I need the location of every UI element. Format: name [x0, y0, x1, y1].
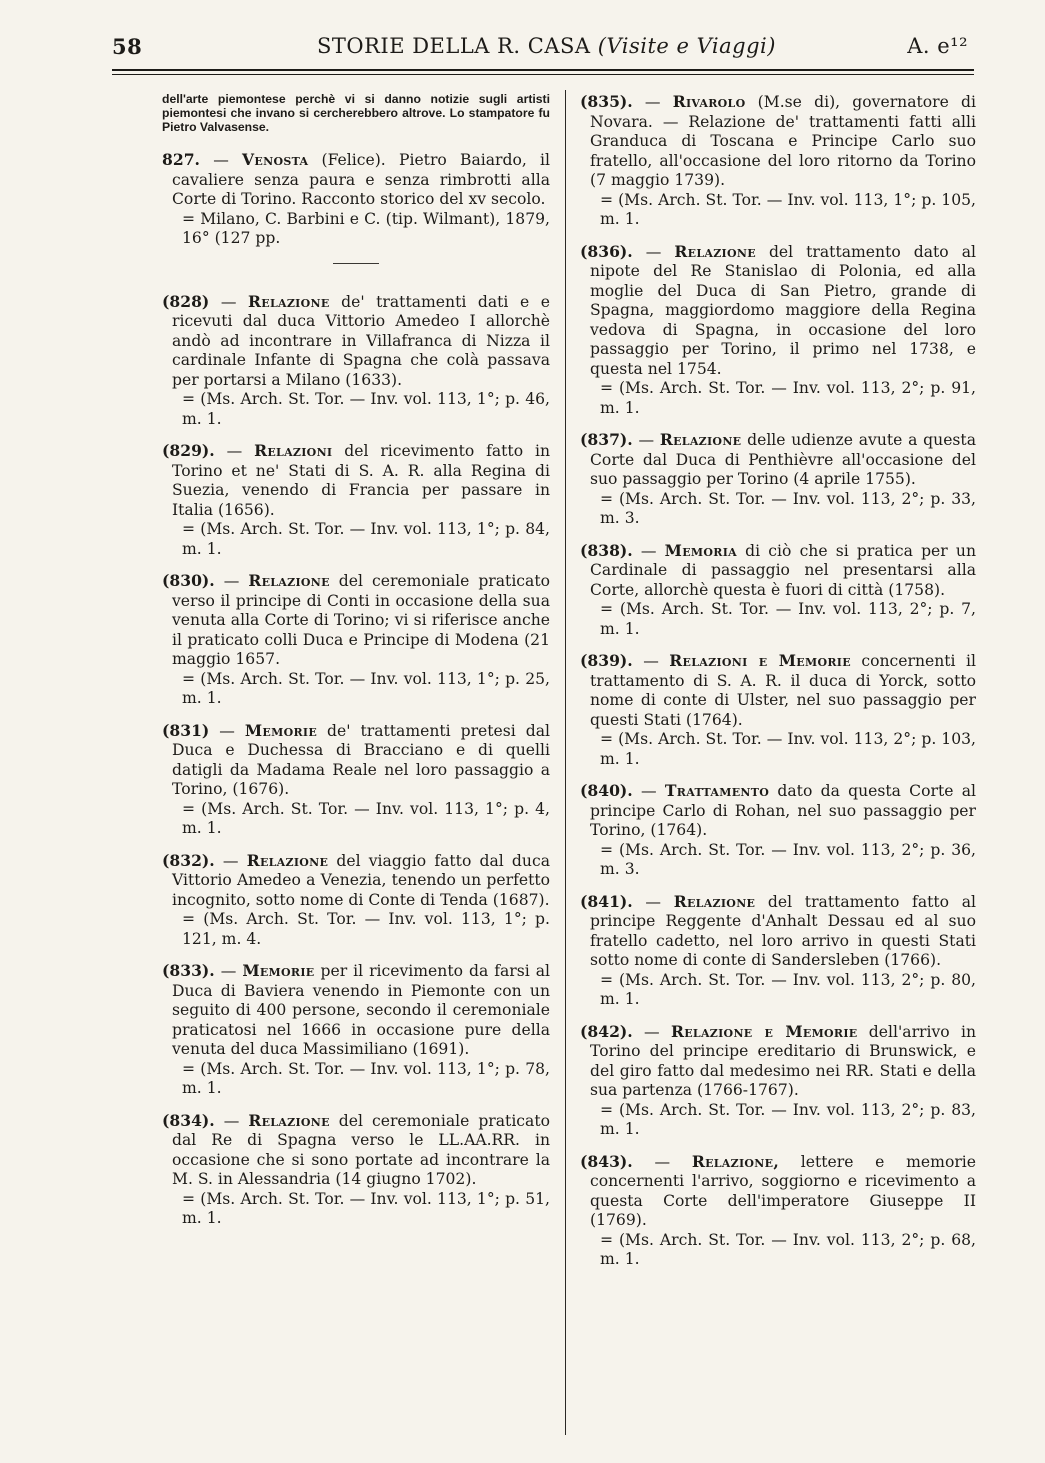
catalog-entry: (843). — Relazione, lettere e memorie concernenti l'arrivo, soggiorno e ricevimento a questa Corte dell'imperatore Giuseppe II (1769). = (Ms. Arch. St. Tor. — Inv. vol. 113, 2°; p. 68, m. 1.	[580, 1151, 976, 1268]
entry-text: del ricevimento fatto in Torino et ne' Stati di S. A. R. alla Regina di Suezia, venendo di Francia per passare in Italia (1656).	[172, 442, 550, 519]
entry-text: del ceremoniale praticato dal Re di Spagna verso le LL.AA.RR. in occasione che si sono portate ad incontrare la M. S. in Alessandria (14 giugno 1702).	[172, 1111, 550, 1188]
entry-text: delle udienze avute a questa Corte dal Duca di Penthièvre all'occasione del suo passaggio per Torino (4 aprile 1755).	[590, 431, 976, 488]
catalog-entry: (832). — Relazione del viaggio fatto dal duca Vittorio Amedeo a Venezia, tenendo un perfetto incognito, sotto nome di Conte di Tenda (1687). = (Ms. Arch. St. Tor. — Inv. vol. 113, 1°; p. 121, m. 4.	[162, 850, 550, 948]
entry-source: = (Ms. Arch. St. Tor. — Inv. vol. 113, 1°; p. 46, m. 1.	[182, 390, 550, 428]
entry-keyword: Memoria	[664, 540, 737, 560]
entry-source: = (Ms. Arch. St. Tor. — Inv. vol. 113, 2°; p. 7, m. 1.	[600, 600, 976, 638]
entry-keyword: Relazione	[246, 850, 329, 870]
entry-source: = (Ms. Arch. St. Tor. — Inv. vol. 113, 2°; p. 103, m. 1.	[600, 730, 976, 768]
entry-keyword: Trattamento	[664, 781, 770, 800]
entry-source: = (Ms. Arch. St. Tor. — Inv. vol. 113, 2°; p. 33, m. 3.	[600, 489, 976, 527]
page-number: 58	[112, 34, 143, 59]
entry-text: (M.se di), governatore di Novara. — Relazione de' trattamenti fatti alli Granduca di Toscana e Principe Carlo suo fratello, all'occasione del loro ritorno da Torino (7 maggio 1739).	[590, 93, 976, 189]
entry-number: (842).	[580, 1021, 633, 1041]
entry-number: (835).	[580, 92, 633, 111]
entry-keyword: Venosta	[242, 150, 309, 169]
running-header	[112, 30, 980, 64]
entry-keyword: Relazione,	[691, 1151, 780, 1171]
entry-keyword: Relazione e Memorie	[670, 1021, 858, 1041]
entry-text: dell'arrivo in Torino del principe ereditario di Brunswick, e del giro fatto dal medesimo nei RR. Stati e della sua partenza (1766-1767).	[590, 1022, 977, 1099]
entry-keyword: Relazione	[674, 241, 756, 261]
entry-source: = (Ms. Arch. St. Tor. — Inv. vol. 113, 1°; p. 84, m. 1.	[182, 520, 550, 558]
entry-number: (839).	[580, 651, 633, 670]
header-rule	[112, 69, 974, 71]
entry-keyword: Relazione	[248, 1110, 330, 1130]
entry-text: de' trattamenti dati e e ricevuti dal duca Vittorio Amedeo I allorchè andò ad incontrare in Villafranca di Nizza il cardinale Infante di Spagna che colà passava per portarsi a Milano (1633).	[172, 292, 550, 389]
entry-source: = (Ms. Arch. St. Tor. — Inv. vol. 113, 2°; p. 36, m. 3.	[600, 840, 976, 878]
section-separator	[333, 263, 379, 264]
catalog-entry: (840). — Trattamento dato da questa Corte al principe Carlo di Rohan, nel suo passaggio per Torino, (1764). = (Ms. Arch. St. Tor. — Inv. vol. 113, 2°; p. 36, m. 3.	[580, 781, 976, 878]
entry-number: (841).	[580, 891, 633, 911]
entry-source: = (Ms. Arch. St. Tor. — Inv. vol. 113, 2°; p. 91, m. 1.	[600, 379, 976, 417]
entry-source: = (Ms. Arch. St. Tor. — Inv. vol. 113, 1°; p. 4, m. 1.	[182, 799, 550, 837]
entry-number: (832).	[162, 850, 215, 870]
running-title-main: STORIE DELLA R. CASA	[317, 34, 591, 58]
entry-source: = (Ms. Arch. St. Tor. — Inv. vol. 113, 2°; p. 68, m. 1.	[600, 1230, 976, 1268]
catalog-entry: (830). — Relazione del ceremoniale praticato verso il principe di Conti in occasione della sua venuta alla Corte di Torino; vi si riferisce anche il praticato colli Duca e Principe di Modena (21 maggio 1657. = (Ms. Arch. St. Tor. — Inv. vol. 113, 1°; p. 25, m. 1.	[162, 571, 550, 707]
entry-text: dato da questa Corte al principe Carlo di Rohan, nel suo passaggio per Torino, (1764).	[590, 782, 976, 839]
running-title	[317, 34, 776, 58]
catalog-entry: (831) — Memorie de' trattamenti pretesi dal Duca e Duchessa di Bracciano e di quelli datigli da Madama Reale nel loro passaggio a Torino, (1676). = (Ms. Arch. St. Tor. — Inv. vol. 113, 1°; p. 4, m. 1.	[162, 720, 550, 837]
right-column	[580, 92, 976, 1282]
entry-keyword: Relazione	[248, 571, 330, 590]
catalog-entry: 827. — Venosta (Felice). Pietro Baiardo, il cavaliere senza paura e senza rimbrotti alla Corte di Torino. Racconto storico del xv secolo. = Milano, C. Barbini e C. (tip. Wilmant), 1879, 16° (127 pp.	[162, 150, 550, 247]
entry-text: lettere e memorie concernenti l'arrivo, soggiorno e ricevimento a questa Corte dell'imperatore Giuseppe II (1769).	[590, 1152, 976, 1229]
entry-number: (833).	[162, 961, 215, 980]
entry-source: = (Ms. Arch. St. Tor. — Inv. vol. 113, 1°; p. 78, m. 1.	[182, 1059, 550, 1097]
entry-number: (830).	[162, 571, 215, 590]
entry-text: de' trattamenti pretesi dal Duca e Duchessa di Bracciano e di quelli datigli da Madama Reale nel loro passaggio a Torino, (1676).	[172, 721, 550, 798]
entry-number: (843).	[580, 1151, 633, 1171]
catalog-entry: (837). — Relazione delle udienze avute a questa Corte dal Duca di Penthièvre all'occasione del suo passaggio per Torino (4 aprile 1755). = (Ms. Arch. St. Tor. — Inv. vol. 113, 2°; p. 33, m. 3.	[580, 430, 976, 527]
entry-source: = (Ms. Arch. St. Tor. — Inv. vol. 113, 2°; p. 83, m. 1.	[600, 1100, 976, 1138]
entry-source: = (Ms. Arch. St. Tor. — Inv. vol. 113, 1°; p. 105, m. 1.	[600, 190, 976, 228]
entry-text: per il ricevimento da farsi al Duca di Baviera venendo in Piemonte con un seguito di 400 persone, secondo il ceremoniale praticatosi nel 1666 in occasione pure della venuta del duca Massimiliano (1691).	[172, 962, 550, 1058]
entry-keyword: Relazioni	[254, 441, 333, 460]
entry-source: = (Ms. Arch. St. Tor. — Inv. vol. 113, 2°; p. 80, m. 1.	[600, 970, 976, 1008]
entry-source: = (Ms. Arch. St. Tor. — Inv. vol. 113, 1°; p. 121, m. 4.	[182, 910, 550, 948]
entry-source: = (Ms. Arch. St. Tor. — Inv. vol. 113, 1°; p. 51, m. 1.	[182, 1189, 550, 1227]
entry-number: (834).	[162, 1110, 215, 1130]
entry-keyword: Memorie	[242, 961, 315, 980]
intro-note: dell'arte piemontese perchè vi si danno notizie sugli artisti piemontesi che invano si cercherebbero altrove. Lo stampatore fu Pietro Valvasense.	[162, 92, 550, 134]
catalog-entry: (829). — Relazioni del ricevimento fatto in Torino et ne' Stati di S. A. R. alla Regina di Suezia, venendo di Francia per passare in Italia (1656). = (Ms. Arch. St. Tor. — Inv. vol. 113, 1°; p. 84, m. 1.	[162, 441, 550, 558]
catalog-entry: (842). — Relazione e Memorie dell'arrivo in Torino del principe ereditario di Brunswick, e del giro fatto dal medesimo nei RR. Stati e della sua partenza (1766-1767). = (Ms. Arch. St. Tor. — Inv. vol. 113, 2°; p. 83, m. 1.	[580, 1021, 977, 1138]
entry-text: di ciò che si pratica per un Cardinale di passaggio nel presentarsi alla Corte, allorchè questa è fuori di città (1758).	[590, 541, 976, 599]
entry-text: del viaggio fatto dal duca Vittorio Amedeo a Venezia, tenendo un perfetto incognito, sotto nome di Conte di Tenda (1687).	[172, 851, 550, 909]
entry-number: (836).	[580, 241, 633, 261]
entry-number: (831)	[162, 720, 210, 740]
entry-text: del ceremoniale praticato verso il principe di Conti in occasione della sua venuta alla Corte di Torino; vi si riferisce anche il praticato colli Duca e Principe di Modena (21 maggio 1657.	[172, 572, 550, 668]
running-title-sub: (Visite e Viaggi)	[597, 34, 776, 58]
entry-keyword: Memorie	[244, 720, 318, 740]
catalog-entry: (836). — Relazione del trattamento dato al nipote del Re Stanislao di Polonia, ed alla moglie del Duca di San Pietro, grande di Spagna, maggiordomo maggiore della Regina vedova di Spagna, in occasione del loro passaggio per Torino, il primo nel 1738, e questa nel 1754. = (Ms. Arch. St. Tor. — Inv. vol. 113, 2°; p. 91, m. 1.	[580, 241, 976, 417]
column-divider	[565, 90, 566, 1435]
entry-keyword: Relazioni e Memorie	[669, 651, 851, 670]
catalog-entry: (828) — Relazione de' trattamenti dati e e ricevuti dal duca Vittorio Amedeo I allorchè andò ad incontrare in Villafranca di Nizza il cardinale Infante di Spagna che colà passava per portarsi a Milano (1633). = (Ms. Arch. St. Tor. — Inv. vol. 113, 1°; p. 46, m. 1.	[162, 291, 550, 428]
entry-number: (828)	[162, 291, 210, 311]
entry-keyword: Rivarolo	[672, 92, 746, 111]
entry-source: = (Ms. Arch. St. Tor. — Inv. vol. 113, 1°; p. 25, m. 1.	[182, 669, 550, 707]
entry-text: del trattamento fatto al principe Reggente d'Anhalt Dessau ed al suo fratello cadetto, nel loro arrivo in questi Stati sotto nome di conte di Sandersleben (1766).	[590, 892, 976, 969]
entry-number: (837).	[580, 430, 633, 449]
catalog-entry: (838). — Memoria di ciò che si pratica per un Cardinale di passaggio nel presentarsi alla Corte, allorchè questa è fuori di città (1758). = (Ms. Arch. St. Tor. — Inv. vol. 113, 2°; p. 7, m. 1.	[580, 540, 976, 638]
entry-number: (829).	[162, 441, 215, 460]
entry-text: del trattamento dato al nipote del Re Stanislao di Polonia, ed alla moglie del Duca di San Pietro, grande di Spagna, maggiordomo maggiore della Regina vedova di Spagna, in occasione del loro passaggio per Torino, il primo nel 1738, e questa nel 1754.	[590, 242, 976, 378]
catalog-entry: (841). — Relazione del trattamento fatto al principe Reggente d'Anhalt Dessau ed al suo fratello cadetto, nel loro arrivo in questi Stati sotto nome di conte di Sandersleben (1766). = (Ms. Arch. St. Tor. — Inv. vol. 113, 2°; p. 80, m. 1.	[580, 891, 976, 1008]
catalog-entry: (833). — Memorie per il ricevimento da farsi al Duca di Baviera venendo in Piemonte con un seguito di 400 persone, secondo il ceremoniale praticatosi nel 1666 in occasione pure della venuta del duca Massimiliano (1691). = (Ms. Arch. St. Tor. — Inv. vol. 113, 1°; p. 78, m. 1.	[162, 961, 550, 1097]
catalog-entry: (839). — Relazioni e Memorie concernenti il trattamento di S. A. R. il duca di Yorck, sotto nome di conte di Ulster, nel suo passaggio per questi Stati (1764). = (Ms. Arch. St. Tor. — Inv. vol. 113, 2°; p. 103, m. 1.	[580, 651, 976, 768]
header-rule-thin	[112, 74, 974, 75]
volume-mark: A. e¹²	[907, 34, 968, 58]
left-column	[162, 92, 550, 1241]
catalog-entry: (834). — Relazione del ceremoniale praticato dal Re di Spagna verso le LL.AA.RR. in occasione che si sono portate ad incontrare la M. S. in Alessandria (14 giugno 1702). = (Ms. Arch. St. Tor. — Inv. vol. 113, 1°; p. 51, m. 1.	[162, 1110, 550, 1227]
entry-text: (Felice). Pietro Baiardo, il cavaliere senza paura e senza rimbrotti alla Corte di Torino. Racconto storico del xv secolo.	[172, 151, 550, 208]
entry-keyword: Relazione	[248, 291, 330, 311]
entry-text: concernenti il trattamento di S. A. R. il duca di Yorck, sotto nome di conte di Ulster, nel suo passaggio per questi Stati (1764).	[590, 652, 976, 729]
entry-number: 827.	[162, 150, 200, 169]
entry-number: (838).	[580, 540, 633, 560]
entry-source: = Milano, C. Barbini e C. (tip. Wilmant), 1879, 16° (127 pp.	[182, 209, 550, 247]
entry-keyword: Relazione	[673, 891, 756, 911]
entry-number: (840).	[580, 781, 633, 800]
catalog-entry: (835). — Rivarolo (M.se di), governatore di Novara. — Relazione de' trattamenti fatti alli Granduca di Toscana e Principe Carlo suo fratello, all'occasione del loro ritorno da Torino (7 maggio 1739). = (Ms. Arch. St. Tor. — Inv. vol. 113, 1°; p. 105, m. 1.	[580, 92, 976, 228]
entry-keyword: Relazione	[659, 430, 742, 449]
